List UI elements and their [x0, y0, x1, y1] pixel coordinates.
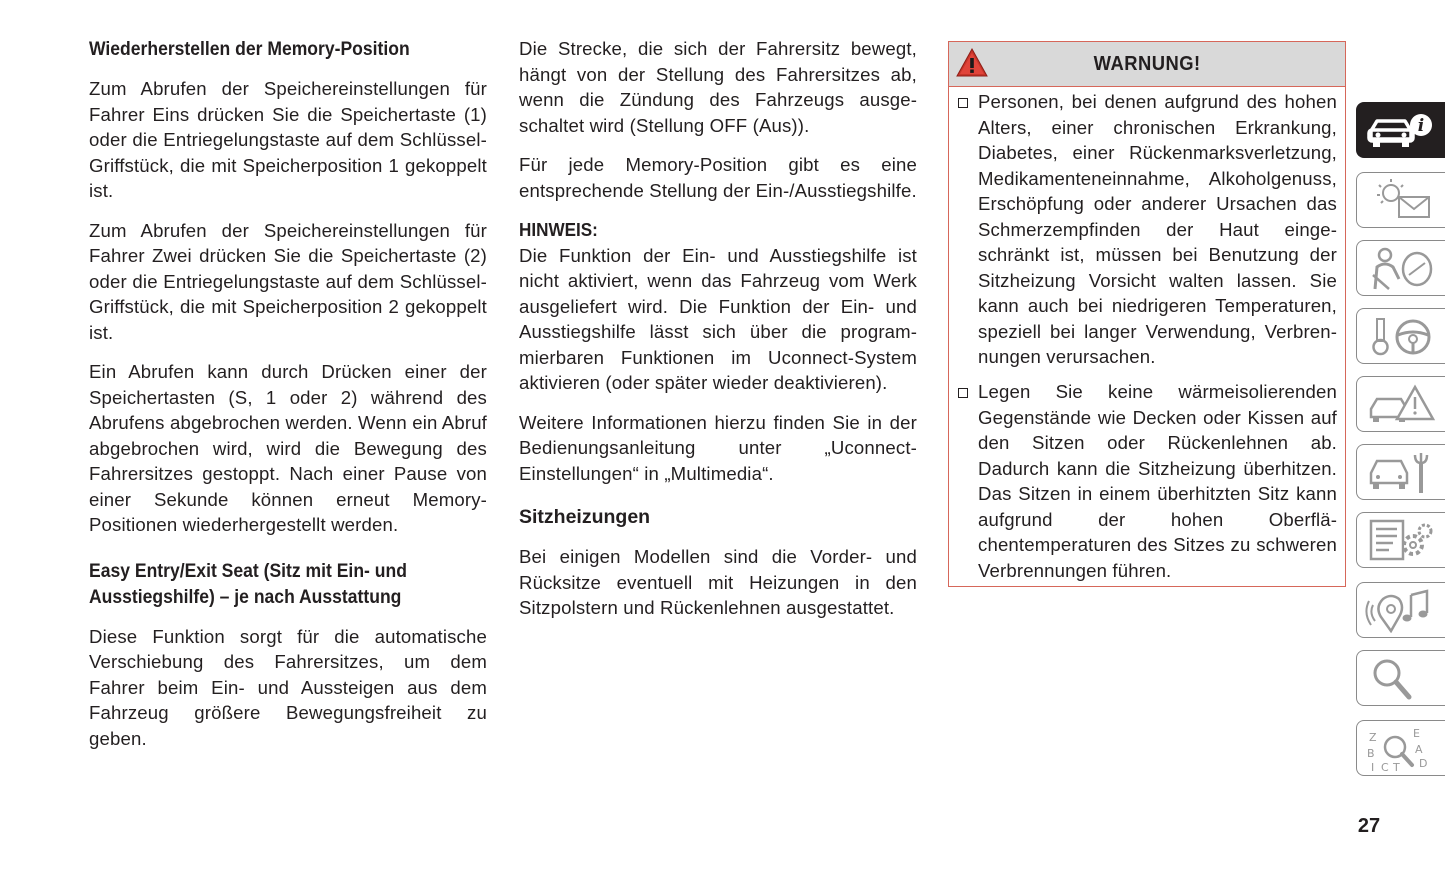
- emergency-icon: [1365, 381, 1439, 427]
- safety-airbag-icon: [1365, 245, 1439, 291]
- multimedia-icon: [1365, 587, 1439, 633]
- tab-technical-specifications[interactable]: [1356, 512, 1445, 568]
- tab-multimedia[interactable]: [1356, 582, 1445, 638]
- warning-item-1-text: Personen, bei denen aufgrund des hohen Alters, einer chronischen Erkrankung, Diabetes, einer Rückenmarksverletzung, Medikamenteneinnahme, Alkoholgenuss, Erschöpfung oder anderer Ursachen das Schmerzempfinden der Haut eingeschränkt ist, müssen bei Benutzung der Sitzheizung Vorsicht walten lassen. Sie kann auch bei niedrigeren Temperaturen, speziell bei langer Verwendung, Verbrennungen verursachen.: [978, 91, 1337, 367]
- warning-item-1: [949, 89, 1345, 370]
- paragraph-each-position: Für jede Memory-Position gibt es eine entsprechende Stellung der Ein-/Ausstiegshilfe.: [519, 154, 917, 201]
- tab-safety[interactable]: [1356, 240, 1445, 296]
- heading-easy-entry-line2: Ausstiegshilfe) – je nach Ausstattung: [89, 585, 402, 608]
- warning-title: WARNUNG!: [1093, 52, 1201, 75]
- car-info-icon: [1365, 107, 1439, 153]
- heading-easy-entry: [89, 558, 447, 610]
- tab-alphabetical-index[interactable]: [1356, 720, 1445, 776]
- bullet-square-icon: [958, 388, 968, 398]
- alpha-letter: D: [1419, 757, 1428, 770]
- paragraph-cancel-recall: Ein Abrufen kann durch Drücken einer der Speichertasten (S, 1 oder 2) während des Abrufens abgebrochen werden. Wenn ein Abruf abgebrochen wird, wird die Bewegung des Fahrersitzes gestoppt. Nach einer Pause von einer Sekunde können erneut Memory-Positionen wiederhergestellt werden.: [89, 361, 487, 535]
- tab-search[interactable]: [1356, 650, 1445, 706]
- alphabetical-index-icon: [1365, 725, 1439, 775]
- warning-box: [948, 41, 1346, 587]
- technical-specifications-icon: [1365, 517, 1439, 563]
- alpha-letter: C: [1381, 761, 1389, 774]
- paragraph-more-info: Weitere Informationen hierzu finden Sie in der Bedienungsanleitung unter „Uconnect-Einstellungen“ in „Multimedia“.: [519, 411, 917, 484]
- paragraph-driver-one: Zum Abrufen der Speichereinstellungen für Fahrer Eins drücken Sie die Speichertaste (1) oder die Entriegelungstaste auf dem Schlüssel-Griffstück, die mit Speicherposition 1 gekoppelt ist.: [89, 78, 487, 201]
- tab-dashboard-lights-messages[interactable]: [1356, 172, 1445, 228]
- tab-starting-driving[interactable]: [1356, 308, 1445, 364]
- dashboard-lights-messages-icon: [1365, 177, 1439, 223]
- left-column: [89, 36, 487, 751]
- bullet-square-icon: [958, 98, 968, 108]
- svg-text:i: i: [1417, 116, 1425, 136]
- note-label: HINWEIS:: [519, 219, 598, 240]
- alpha-letter: A: [1415, 743, 1423, 756]
- paragraph-seat-heating: Bei einigen Modellen sind die Vorder- und Rücksitze eventuell mit Heizungen in den Sitzpolstern und Rückenlehnen ausgestattet.: [519, 546, 917, 618]
- alpha-letter: E: [1413, 727, 1420, 740]
- tab-emergency[interactable]: [1356, 376, 1445, 432]
- note-text: Die Funktion der Ein- und Ausstiegshilfe ist nicht aktiviert, wenn das Fahrzeug vom Werk ausgeliefert wird. Die Funktion der Ein- und Ausstiegshilfe lässt sich über die programmierbaren Funktionen im Uconnect-System aktivieren (oder später wieder deaktivieren).: [519, 244, 917, 393]
- paragraph-driver-two: Zum Abrufen der Speichereinstellungen für Fahrer Zwei drücken Sie die Speichertaste (2) oder die Entriegelungstaste auf dem Schlüssel-Griffstück, die mit Speicherposition 2 gekoppelt ist.: [89, 219, 487, 343]
- page-number: 27: [1357, 815, 1381, 837]
- alpha-letter: B: [1367, 747, 1375, 760]
- warning-item-2: [949, 379, 1345, 583]
- middle-column: [519, 36, 917, 621]
- note-block: [519, 217, 917, 396]
- warning-item-2-text: Legen Sie keine wärmeisolierenden Gegenstände wie Decken oder Kissen auf den Sitzen oder Rückenlehnen ab. Dadurch kann die Sitzheizung überhitzen. Das Sitzen in einem überhitzten Sitz kann aufgrund der hohen Oberflächentemperaturen des Sitzes zu schweren Verbrennungen führen.: [978, 381, 1337, 581]
- starting-driving-icon: [1365, 313, 1439, 359]
- paragraph-seat-distance: Die Strecke, die sich der Fahrersitz bewegt, hängt von der Stellung des Fahrersitzes ab, wenn die Zündung des Fahrzeugs ausgeschaltet wird (Stellung OFF (Aus)).: [519, 38, 917, 136]
- heading-easy-entry-line1: Easy Entry/Exit Seat (Sitz mit Ein- und: [89, 559, 407, 582]
- alpha-letter: T: [1393, 761, 1400, 774]
- search-index-icon: [1365, 655, 1439, 701]
- heading-seat-heating: Sitzheizungen: [519, 506, 651, 528]
- paragraph-easy-entry: Diese Funktion sorgt für die automatische Verschiebung des Fahrersitzes, um dem Fahrer beim Ein- und Aussteigen aus dem Fahrzeug größere Bewegungsfreiheit zu geben.: [89, 625, 487, 749]
- warning-header: [949, 42, 1345, 87]
- tab-car-info[interactable]: [1356, 102, 1445, 158]
- warning-triangle-icon: [955, 47, 989, 79]
- heading-memory-position: Wiederherstellen der Memory-Position: [89, 38, 410, 60]
- servicing-maintenance-icon: [1365, 449, 1439, 495]
- alpha-letter: I: [1371, 761, 1375, 774]
- tab-servicing-maintenance[interactable]: [1356, 444, 1445, 500]
- alpha-letter: Z: [1369, 731, 1377, 744]
